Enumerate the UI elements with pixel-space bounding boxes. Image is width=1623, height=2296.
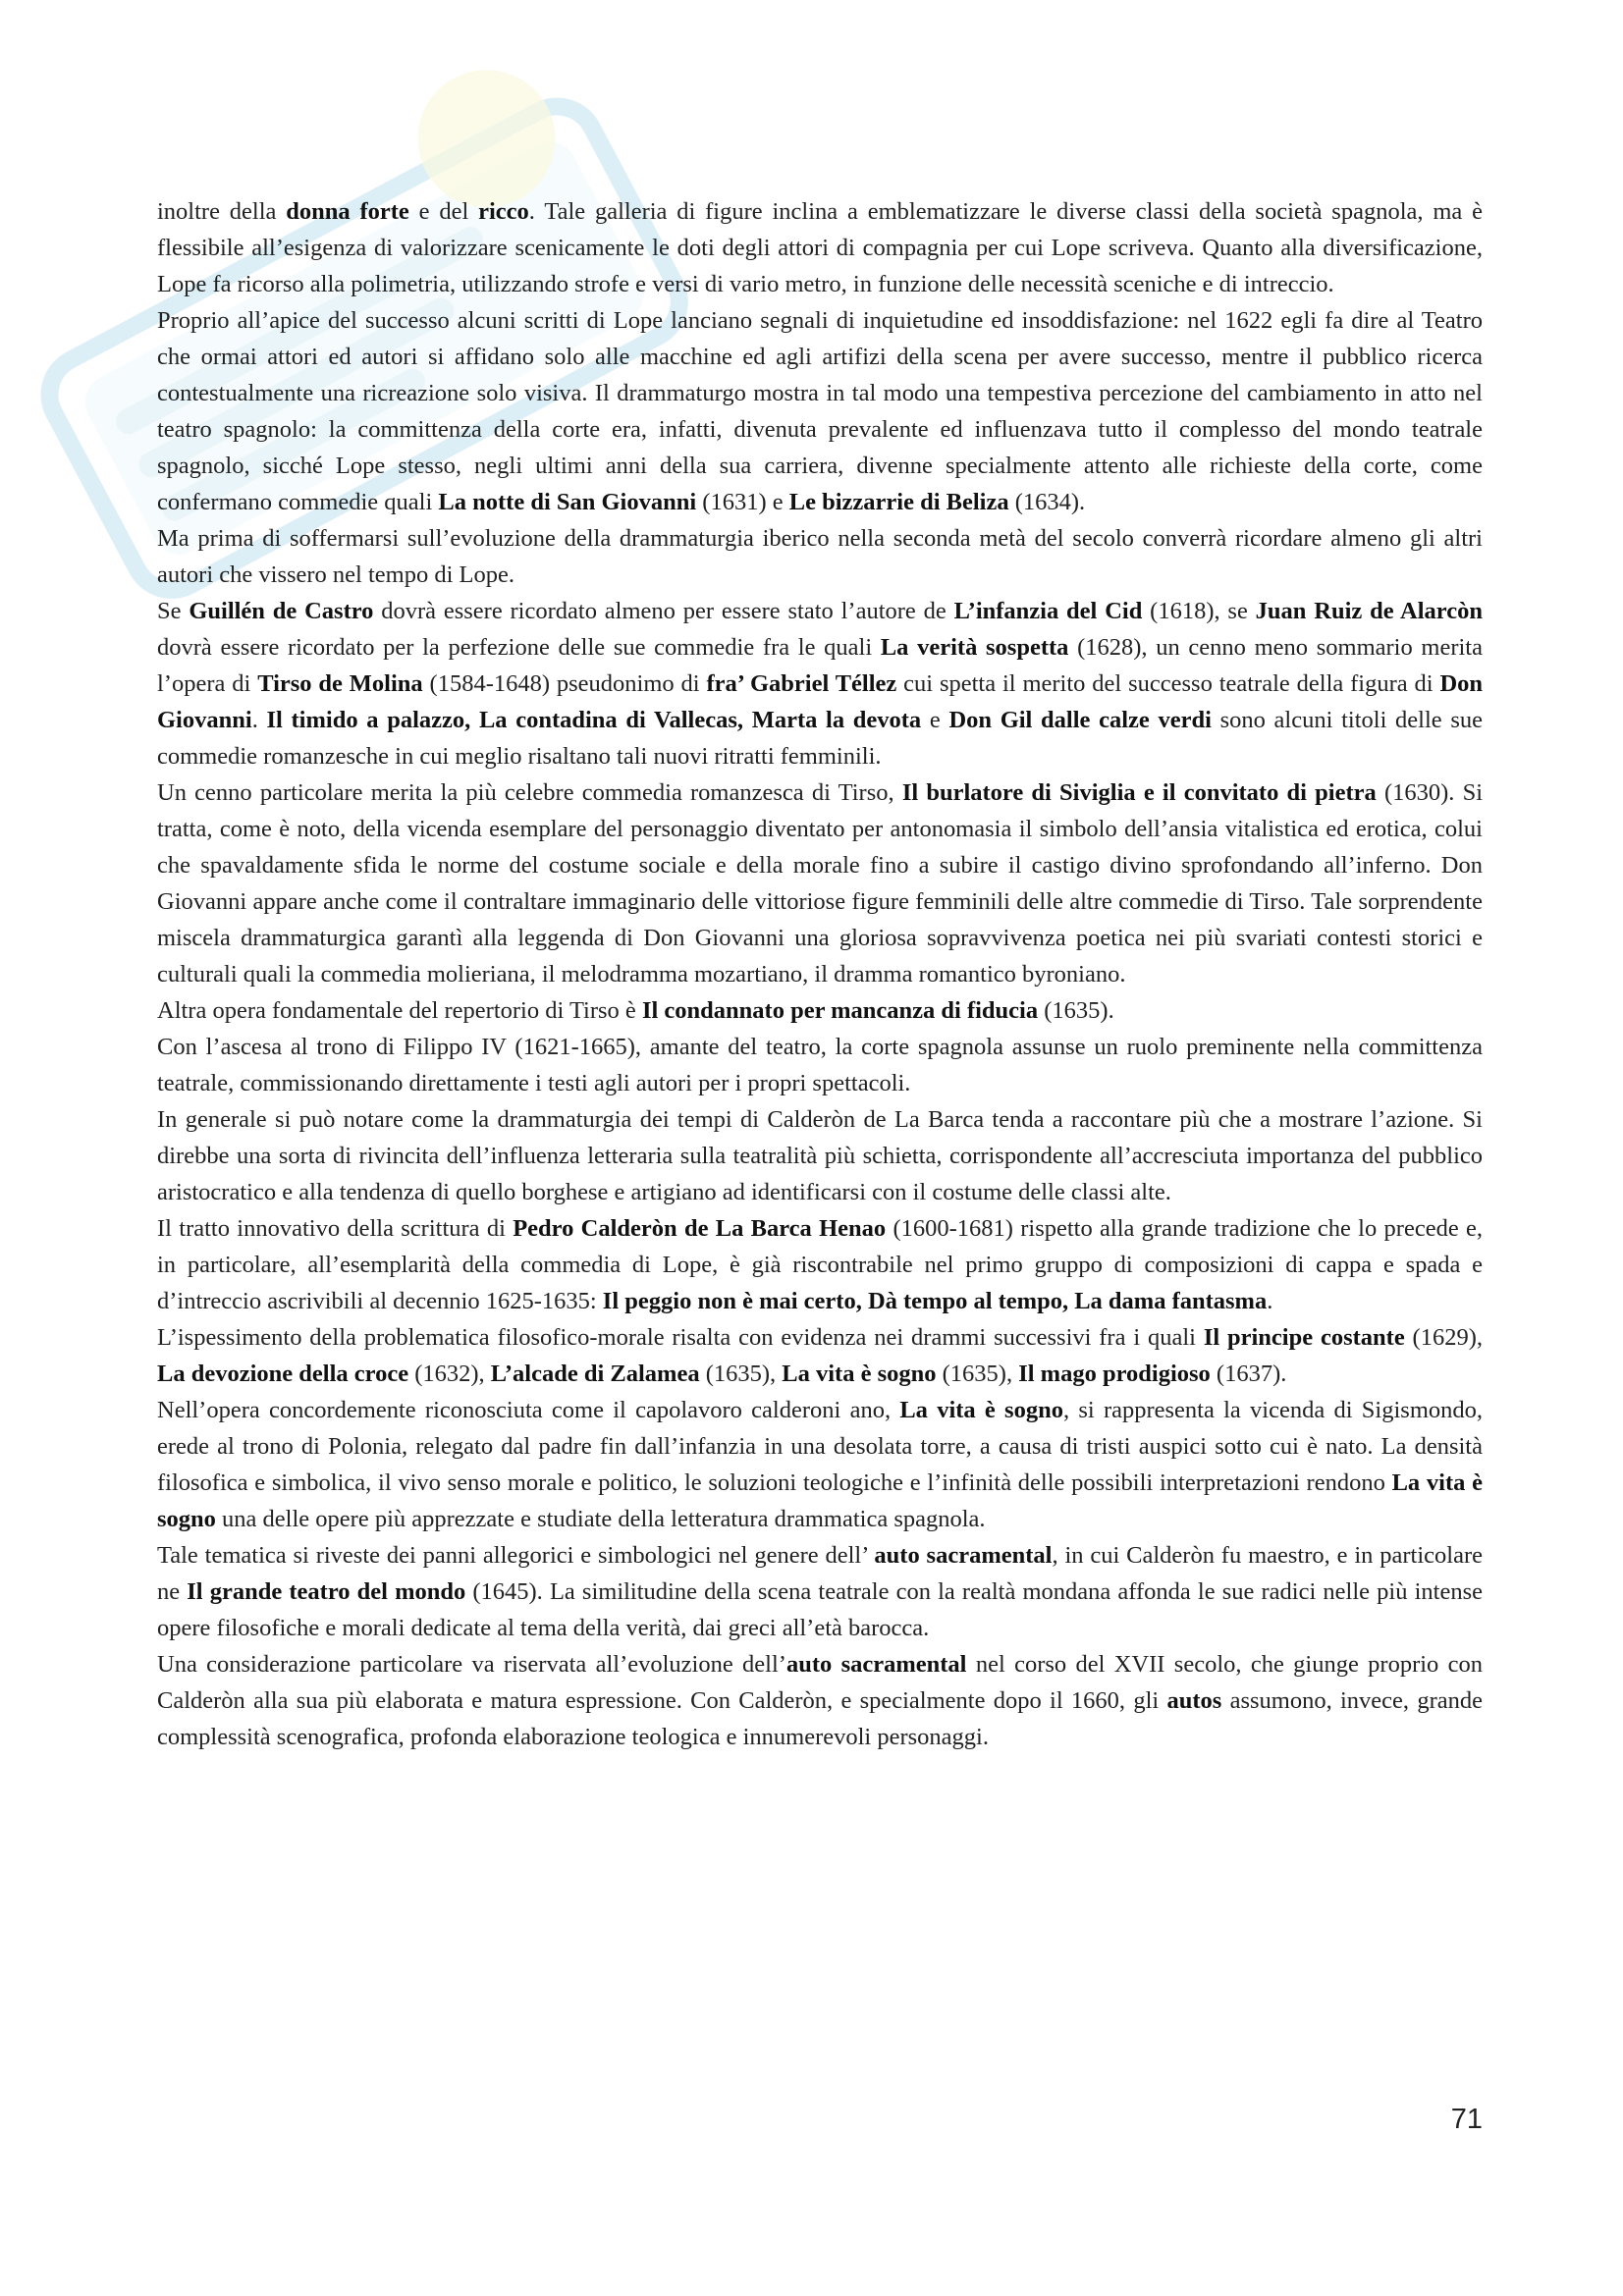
text-run: (1600-1681) rispetto alla grande tradizione che lo precede e, in particolare, all’esemplarità della commedia di Lope, è già riscontrabile nel primo gruppo di composizioni di cappa e spada e d’intreccio ascrivibili al decennio 1625-1635: [157,1215,1483,1314]
text-run: , si rappresenta la vicenda di Sigismondo, erede al trono di Polonia, relegato dal padre fin dall’infanzia in una desolata torre, a causa di tristi auspici sotto cui è nato. La densità filosofica e simbolica, il vivo senso morale e politico, le soluzioni teologiche e l’infinità delle possibili interpretazioni rendono [157,1397,1484,1496]
text-run: (1631) e [696,489,789,515]
text-run: . [1267,1288,1273,1314]
bold-title: La notte di San Giovanni [438,489,697,515]
text-run: (1618), se [1142,598,1256,624]
text-run: (1635), [936,1361,1019,1387]
bold-title: Guillén de Castro [189,598,374,624]
bold-title: Il mago prodigioso [1018,1361,1211,1387]
bold-title: Pedro Calderòn de La Barca Henao [513,1215,887,1242]
paragraph [157,1210,1483,1319]
bold-title: Don Giovanni [157,670,1484,733]
text-run: (1635). [1038,997,1114,1024]
paragraph [157,1392,1483,1537]
bold-title: La verità sospetta [880,634,1069,661]
text-run: dovrà essere ricordato per la perfezione delle sue commedie fra le quali [157,634,881,661]
paragraph [157,774,1483,992]
paragraph [157,992,1483,1029]
bold-title: Il burlatore di Siviglia e il convitato di pietra [901,779,1377,806]
text-run: Una considerazione particolare va riservata all’evoluzione dell’ [157,1651,786,1678]
bold-title: auto sacramental [874,1542,1053,1569]
paragraph [157,593,1483,774]
bold-title: Il peggio non è mai certo, Dà tempo al tempo, La dama fantasma [602,1288,1268,1314]
text-run: L’ispessimento della problematica filosofico-morale risalta con evidenza nei drammi successivi fra i quali [157,1324,1204,1351]
bold-title: La vita è sogno [157,1469,1483,1532]
text-run: (1637). [1210,1361,1287,1387]
text-run: Nell’opera concordemente riconosciuta come il capolavoro calderoni ano, [157,1397,900,1423]
text-run: . [251,707,267,733]
paragraph [157,193,1483,302]
bold-title: Don Gil dalle calze verdi [948,707,1212,733]
body-text [157,193,1483,1755]
text-run: Il tratto innovativo della scrittura di [157,1215,514,1242]
text-run: nel corso del XVII secolo, che giunge proprio con Calderòn alla sua più elaborata e matura espressione. Con Calderòn, e specialmente dopo il 1660, gli [157,1651,1483,1714]
text-run: una delle opere più apprezzate e studiate della letteratura drammatica spagnola. [215,1506,986,1532]
text-run: In generale si può notare come la drammaturgia dei tempi di Calderòn de La Barca tenda a raccontare più che a mostrare l’azione. Si direbbe una sorta di rivincita dell’influenza letteraria sulla teatralità più schietta, corrispondente all’accresciuta importanza del pubblico aristocratico e alla tendenza di quello borghese e artigiano ad identificarsi con il costume delle classi alte. [157,1106,1483,1205]
paragraph [157,1646,1483,1755]
text-run: . Tale galleria di figure inclina a emblematizzare le diverse classi della società spagnola, ma è flessibile all’esigenza di valorizzare scenicamente le doti degli attori di compagnia per cui Lope scriveva. Quanto alla diversificazione, Lope fa ricorso alla polimetria, utilizzando strofe e versi di vario metro, in funzione delle necessità sceniche e di intreccio. [157,198,1483,297]
bold-title: Il condannato per mancanza di fiducia [641,997,1039,1024]
text-run: , in cui Calderòn fu maestro, e in particolare ne [157,1542,1483,1605]
paragraph [157,520,1483,593]
paragraph [157,1101,1483,1210]
page-number: 71 [1450,2104,1483,2135]
text-run: assumono, invece, grande complessità scenografica, profonda elaborazione teologica e innumerevoli personaggi. [157,1687,1483,1750]
paragraph [157,302,1483,520]
bold-title: auto sacramental [785,1651,967,1678]
text-run: cui spetta il merito del successo teatrale della figura di [896,670,1440,697]
bold-title: Le bizzarrie di Beliza [788,489,1009,515]
bold-title: La vita è sogno [899,1397,1063,1423]
paragraph [157,1319,1483,1392]
text-run: Altra opera fondamentale del repertorio di Tirso è [157,997,642,1024]
text-run: (1632), [408,1361,491,1387]
text-run: (1584-1648) pseudonimo di [422,670,707,697]
text-run: Proprio all’apice del successo alcuni scritti di Lope lanciano segnali di inquietudine ed insoddisfazione: nel 1622 egli fa dire al Teatro che ormai attori ed autori si affidano solo alle macchine ed agli artifizi della scena per avere successo, mentre il pubblico ricerca contestualmente una ricreazione solo visiva. Il drammaturgo mostra in tal modo una tempestiva percezione del cambiamento in atto nel teatro spagnolo: la committenza della corte era, infatti, divenuta prevalente ed influenzava tutto il complesso del mondo teatrale spagnolo, sicché Lope stesso, negli ultimi anni della sua carriera, divenne specialmente attento alle richieste della corte, come confermano commedie quali [157,307,1483,515]
paragraph [157,1029,1483,1101]
bold-title: Juan Ruiz de Alarcòn [1255,598,1483,624]
text-run: Ma prima di soffermarsi sull’evoluzione della drammaturgia iberico nella seconda metà del secolo converrà ricordare almeno gli altri autori che vissero nel tempo di Lope. [157,525,1483,588]
text-run: Un cenno particolare merita la più celebre commedia romanzesca di Tirso, [157,779,902,806]
text-run: e [921,707,949,733]
bold-title: fra’ Gabriel Téllez [706,670,897,697]
text-run: sono alcuni titoli delle sue commedie romanzesche in cui meglio risaltano tali nuovi ritratti femminili. [157,707,1484,770]
text-run: (1630). Si tratta, come è noto, della vicenda esemplare del personaggio diventato per antonomasia il simbolo dell’ansia vitalistica ed erotica, colui che spavaldamente sfida le norme del costume sociale e della morale fino a subire il castigo divino sprofondando all’inferno. Don Giovanni appare anche come il contraltare immaginario delle vittoriose figure femminili delle altre commedie di Tirso. Tale sorprendente miscela drammaturgica garantì alla leggenda di Don Giovanni una gloriosa sopravvivenza poetica nei più svariati contesti storici e culturali quali la commedia molieriana, il melodramma mozartiano, il dramma romantico byroniano. [157,779,1484,988]
bold-title: L’alcade di Zalamea [490,1361,700,1387]
paragraph [157,1537,1483,1646]
text-run: Se [157,598,189,624]
text-run: dovrà essere ricordato almeno per essere stato l’autore de [373,598,954,624]
bold-title: La vita è sogno [782,1361,937,1387]
text-run: Tale tematica si riveste dei panni allegorici e simbologici nel genere dell’ [157,1542,875,1569]
bold-title: Il timido a palazzo, La contadina di Vallecas, Marta la devota [266,707,922,733]
bold-title: La devozione della croce [157,1361,409,1387]
text-run: (1645). La similitudine della scena teatrale con la realtà mondana affonda le sue radici nelle più intense opere filosofiche e morali dedicate al tema della verità, dai greci all’età barocca. [157,1578,1483,1641]
bold-title: donna forte [286,198,409,225]
text-run: (1635), [699,1361,783,1387]
text-run: Con l’ascesa al trono di Filippo IV (1621-1665), amante del teatro, la corte spagnola assunse un ruolo preminente nella committenza teatrale, commissionando direttamente i testi agli autori per i propri spettacoli. [157,1034,1483,1096]
text-run: (1634). [1008,489,1086,515]
text-run: inoltre della [157,198,287,225]
bold-title: Il grande teatro del mondo [187,1578,466,1605]
text-run: (1629), [1404,1324,1483,1351]
bold-title: Tirso de Molina [257,670,423,697]
bold-title: L’infanzia del Cid [953,598,1143,624]
bold-title: ricco [478,198,529,225]
text-run: e del [408,198,479,225]
bold-title: autos [1166,1687,1222,1714]
text-run: (1628), un cenno meno sommario merita l’opera di [157,634,1483,697]
bold-title: Il principe costante [1203,1324,1405,1351]
